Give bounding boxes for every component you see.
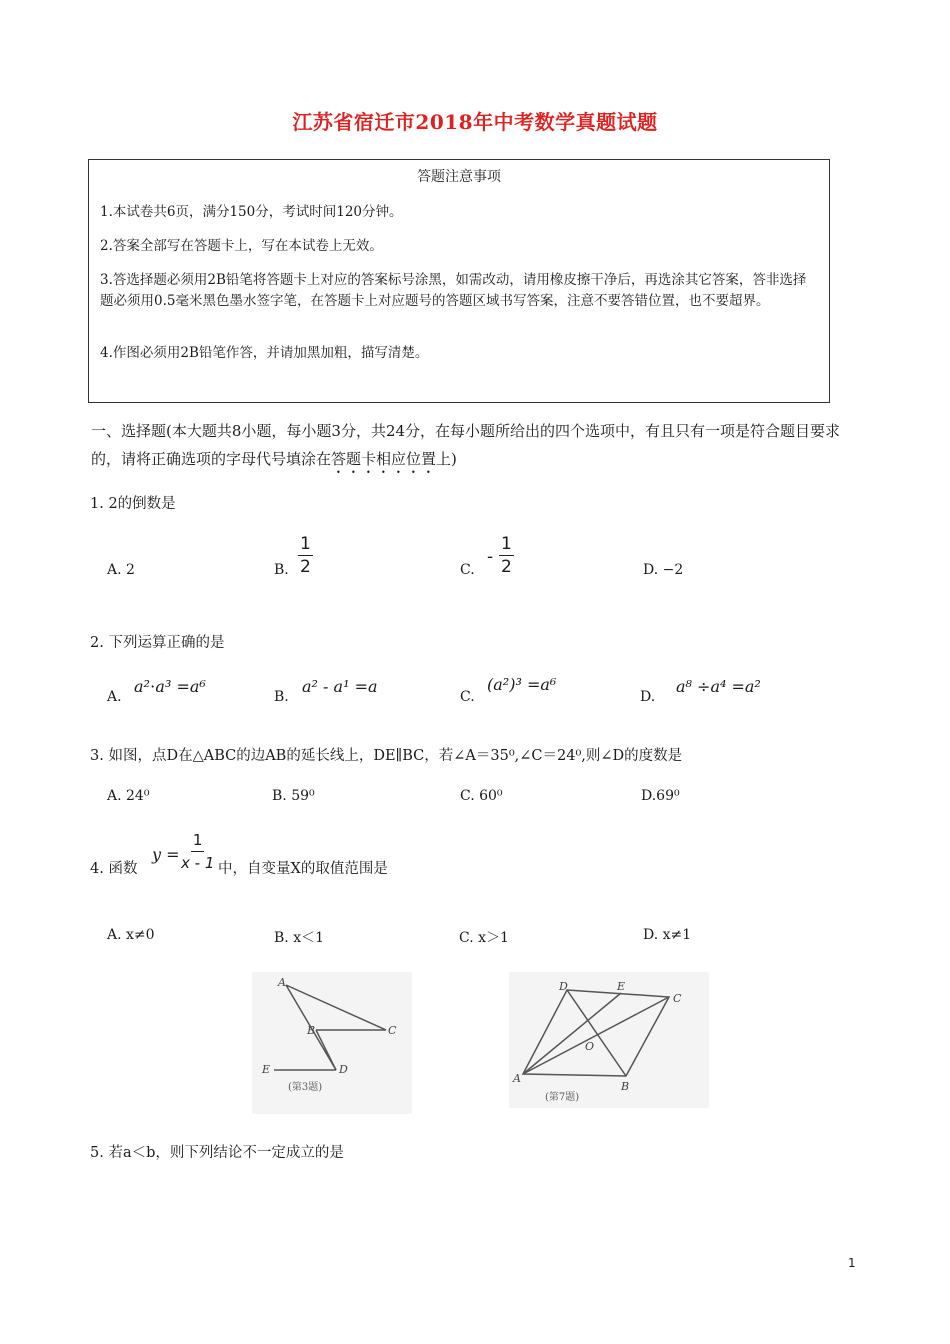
q1-b-numerator: 1 [300,534,311,554]
fig7-caption: (第7题) [545,1092,580,1103]
question-2-stem: 2. 下列运算正确的是 [90,635,225,651]
q4-option-d: D. x≠1 [643,927,692,943]
q1-option-d: D. −2 [643,562,684,578]
section-emphasis: 答题卡相应位置 [331,450,437,468]
figure-question-3 [252,972,412,1114]
q2-option-a-math: a²⋅a³ =a⁶ [134,677,206,696]
q4-denominator: x - 1 [181,854,215,872]
q3-option-c: C. 60⁰ [460,788,503,804]
notice-box [88,159,830,403]
q4-option-c: C. x＞1 [459,930,509,946]
fig7-label-a: A [513,1072,521,1085]
page-number: 1 [848,1256,856,1270]
q2-option-b-label: B. [274,689,289,705]
fig3-label-c: C [388,1024,397,1037]
fig3-label-d: D [339,1063,348,1076]
question-5-stem: 5. 若a＜b，则下列结论不一定成立的是 [90,1145,344,1161]
section-instructions [91,417,863,477]
q3-option-b: B. 59⁰ [272,788,315,804]
q1-option-b-fraction [298,533,313,578]
q1-c-numerator: 1 [501,534,512,554]
notice-item-1: 1.本试卷共6页，满分150分，考试时间120分钟。 [100,204,403,220]
q2-option-c-label: C. [460,689,475,705]
q1-c-sign: - [487,547,494,567]
q3-option-a: A. 24⁰ [107,788,150,804]
question-3-stem: 3. 如图，点D在△ABC的边AB的延长线上，DE∥BC，若∠A＝35⁰,∠C＝24⁰,则∠D的度数是 [90,748,683,764]
question-1-stem: 1. 2的倒数是 [90,496,176,512]
question-4-stem-suffix: 中，自变量X的取值范围是 [218,861,388,877]
fig7-label-b: B [621,1080,630,1093]
q1-option-a: A. 2 [107,562,135,578]
notice-heading: 答题注意事项 [417,169,501,185]
q4-numerator: 1 [191,829,205,852]
q1-option-c-label: C. [460,562,475,578]
q1-option-c-fraction [499,533,514,578]
q2-option-d-math: a⁸ ÷a⁴ =a² [676,677,761,696]
fig3-label-a: A [278,976,286,989]
fig7-label-e: E [617,980,626,993]
figure-question-7 [509,972,709,1108]
q3-option-d: D.69⁰ [641,788,680,804]
section-text-before: 一、选择题(本大题共8小题，每小题3分，共24分，在每小题所给出的四个选项中，有且只有一项是符合题目要求的，请将正确选项的字母代号填涂在 [91,422,841,468]
q1-c-denominator: 2 [501,557,512,577]
fig3-label-b: B [307,1024,316,1037]
q4-function-lhs: y = [152,845,180,864]
section-text-after: 上) [436,450,457,468]
notice-item-3: 3.答选择题必须用2B铅笔将答题卡上对应的答案标号涂黑，如需改动，请用橡皮擦干净后，再选涂其它答案，答非选择题必须用0.5毫米黑色墨水签字笔，在答题卡上对应题号的答题区域书写答案，注意不要答错位置，也不要超界。 [100,272,807,309]
q1-option-b-label: B. [274,562,289,578]
fig3-label-e: E [262,1063,271,1076]
q4-option-b: B. x＜1 [274,930,324,946]
fig7-label-d: D [559,980,568,993]
q2-option-a-label: A. [107,689,122,705]
notice-item-2: 2.答案全部写在答题卡上，写在本试卷上无效。 [100,238,383,254]
q2-option-c-math: (a²)³ =a⁶ [487,675,557,694]
q1-b-denominator: 2 [300,557,311,577]
fig3-caption: (第3题) [288,1082,323,1093]
q4-function-fraction [181,829,214,874]
question-4-stem-prefix: 4. 函数 [90,861,138,877]
q2-option-b-math: a² - a¹ =a [302,677,378,696]
page-title: 江苏省宿迁市2018年中考数学真题试题 [292,110,658,134]
q2-option-d-label: D. [640,689,656,705]
notice-item-4: 4.作图必须用2B铅笔作答，并请加黑加粗，描写清楚。 [100,345,429,361]
fig7-label-o: O [585,1040,595,1053]
fig7-label-c: C [673,992,682,1005]
q4-option-a: A. x≠0 [107,927,155,943]
